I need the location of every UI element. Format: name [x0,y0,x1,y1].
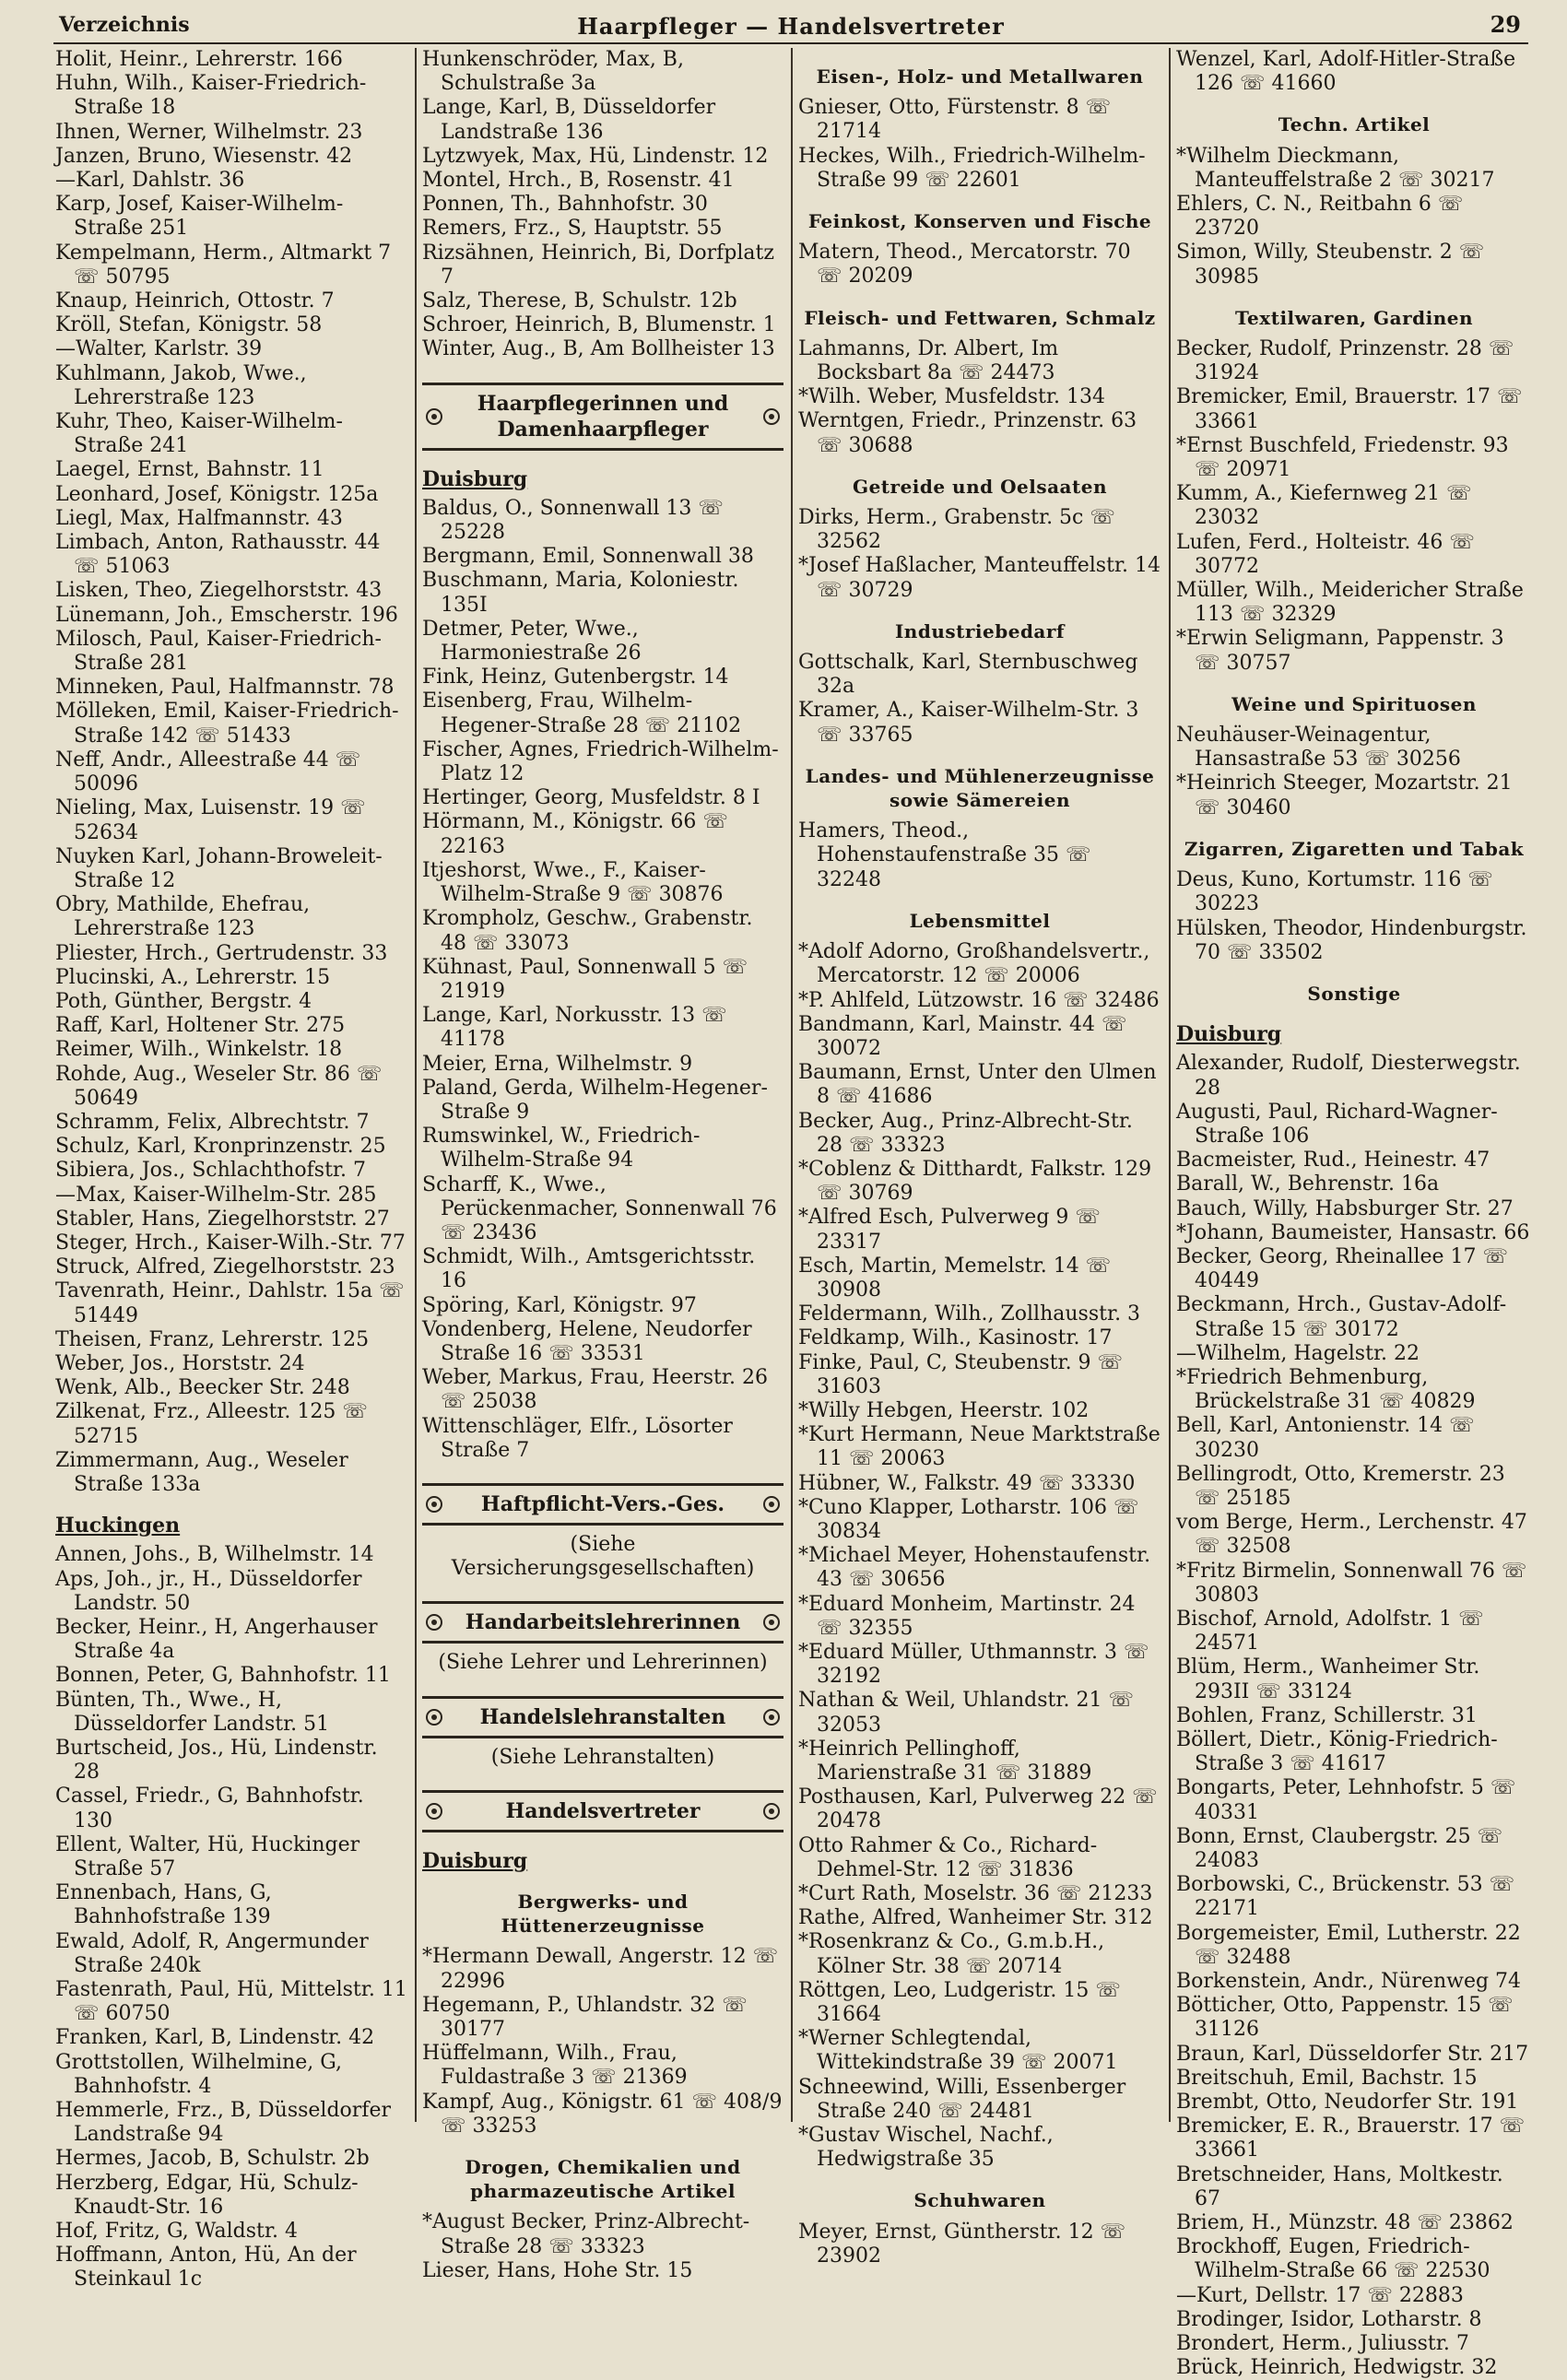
directory-entry: —Wilhelm, Hagelstr. 22 [1176,1341,1420,1365]
running-head-center: Haarpfleger — Handelsvertreter [577,13,1005,40]
directory-entry: Blüm, Herm., Wanheimer Str. 293II ☏ 33124 [1176,1655,1480,1703]
directory-entry: Schulz, Karl, Kronprinzenstr. 25 [55,1135,386,1159]
directory-entry: Minneken, Paul, Halfmannstr. 78 [55,676,395,700]
directory-entry: *Ernst Buschfeld, Friedenstr. 93 ☏ 20971 [1176,433,1509,482]
directory-entry: Ennenbach, Hans, G, Bahnhofstraße 139 [55,1881,272,1929]
directory-entry: Hülsken, Theodor, Hindenburgstr. 70 ☏ 33502 [1176,916,1527,964]
directory-entry: *Johann, Baumeister, Hansastr. 66 [1176,1220,1530,1244]
directory-entry: Hübner, W., Falkstr. 49 ☏ 33330 [798,1471,1136,1495]
directory-entry: Kempelmann, Herm., Altmarkt 7 ☏ 50795 [55,241,392,289]
cross-reference-note: (Siehe Lehranstalten) [490,1745,715,1769]
directory-entry: Rathe, Alfred, Wanheimer Str. 312 [798,1906,1153,1930]
directory-entry: Augusti, Paul, Richard-Wagner-Straße 106 [1176,1100,1498,1148]
directory-entry: Hof, Fritz, G, Waldstr. 4 [55,2220,298,2244]
directory-entry: *Kurt Hermann, Neue Marktstraße 11 ☏ 20063 [798,1423,1161,1471]
directory-entry: Bell, Karl, Antonienstr. 14 ☏ 30230 [1176,1414,1475,1462]
directory-entry: Hunkenschröder, Max, B, Schulstraße 3a [422,48,684,96]
category-heading: Zigarren, Zigaretten und Tabak [1184,837,1525,860]
directory-entry: Krompholz, Geschw., Grabenstr. 48 ☏ 33073 [422,907,753,955]
directory-entry: Steger, Hrch., Kaiser-Wilh.-Str. 77 [55,1231,406,1255]
directory-entry: Paland, Gerda, Wilhelm-Hegener-Straße 9 [422,1076,768,1124]
section-heading [422,1601,784,1644]
directory-entry: *Rosenkranz & Co., G.m.b.H., Kölner Str. 38 ☏ 20714 [798,1930,1105,1978]
directory-entry: Hermes, Jacob, B, Schulstr. 2b [55,2147,370,2171]
directory-entry: Finke, Paul, C, Steubenstr. 9 ☏ 31603 [798,1350,1124,1398]
directory-entry: Neff, Andr., Alleestraße 44 ☏ 50096 [55,748,361,796]
directory-entry: Weber, Markus, Frau, Heerstr. 26 ☏ 25038 [422,1366,768,1414]
directory-entry: Fischer, Agnes, Friedrich-Wilhelm-Platz 12 [422,737,779,786]
column-3 [798,48,1161,2268]
section-heading-label: Haftpflicht-Vers.-Ges. [480,1491,725,1516]
directory-entry: *Alfred Esch, Pulverweg 9 ☏ 23317 [798,1206,1101,1254]
page-number: 29 [1490,11,1521,38]
directory-entry: —Walter, Karlstr. 39 [55,337,263,361]
directory-entry: Esch, Martin, Memelstr. 14 ☏ 30908 [798,1254,1112,1302]
directory-entry: *Wilhelm Dieckmann, Manteuffelstraße 2 ☏ 30217 [1176,144,1495,192]
category-heading: Feinkost, Konserven und Fische [807,210,1152,233]
directory-entry: Lange, Karl, B, Düsseldorfer Landstraße 136 [422,96,716,144]
directory-entry: Hamers, Theod., Hohenstaufenstraße 35 ☏ 32248 [798,819,1091,891]
page-header [53,9,1528,44]
directory-entry: *Josef Haßlacher, Manteuffelstr. 14 ☏ 30729 [798,554,1161,602]
directory-entry: Struck, Alfred, Ziegelhorststr. 23 [55,1255,395,1279]
directory-entry: Schneewind, Willi, Essenberger Straße 240 ☏ 24481 [798,2075,1126,2123]
directory-entry: Otto Rahmer & Co., Richard-Dehmel-Str. 12 ☏ 31836 [798,1833,1098,1881]
section-heading-label: Haarpflegerinnen und Damenhaarpfleger [477,391,729,442]
directory-entry: Eisenberg, Frau, Wilhelm-Hegener-Straße 28 ☏ 21102 [422,689,742,737]
bullet-ring-icon [426,408,442,425]
directory-entry: Ihnen, Werner, Wilhelmstr. 23 [55,120,363,144]
directory-entry: *P. Ahlfeld, Lützowstr. 16 ☏ 32486 [798,988,1160,1012]
directory-entry: Fastenrath, Paul, Hü, Mittelstr. 11 ☏ 60750 [55,1978,407,2026]
directory-entry: Kampf, Aug., Königstr. 61 ☏ 408/9 ☏ 33253 [422,2090,783,2138]
directory-entry: vom Berge, Herm., Lerchenstr. 47 ☏ 32508 [1176,1511,1527,1559]
directory-entry: Burtscheid, Jos., Hü, Lindenstr. 28 [55,1737,378,1785]
directory-entry: Werntgen, Friedr., Prinzenstr. 63 ☏ 30688 [798,409,1137,457]
directory-entry: *Michael Meyer, Hohenstaufenstr. 43 ☏ 30656 [798,1544,1151,1592]
directory-entry: —Max, Kaiser-Wilhelm-Str. 285 [55,1183,377,1207]
section-heading-label: Handelslehranstalten [479,1704,726,1729]
directory-entry: Holit, Heinr., Lehrerstr. 166 [55,48,343,71]
bullet-ring-icon [763,1614,780,1631]
directory-entry: Becker, Georg, Rheinallee 17 ☏ 40449 [1176,1244,1509,1293]
bullet-ring-icon [426,1496,442,1513]
directory-entry: Bünten, Th., Wwe., H, Düsseldorfer Landstr. 51 [55,1688,330,1736]
column-rule [1169,48,1171,2122]
directory-entry: Braun, Karl, Düsseldorfer Str. 217 [1176,2042,1529,2066]
directory-entry: Alexander, Rudolf, Diesterwegstr. 28 [1176,1052,1521,1100]
directory-entry: Feldermann, Wilh., Zollhausstr. 3 [798,1302,1141,1326]
directory-entry: Bischof, Arnold, Adolfstr. 1 ☏ 24571 [1176,1607,1484,1655]
bullet-ring-icon [763,1803,780,1820]
directory-entry: Beckmann, Hrch., Gustav-Adolf-Straße 15 ☏ 30172 [1176,1293,1507,1341]
directory-entry: Poth, Günther, Bergstr. 4 [55,989,312,1013]
directory-entry: Lünemann, Joh., Emscherstr. 196 [55,603,398,627]
directory-entry: Detmer, Peter, Wwe., Harmoniestraße 26 [422,617,642,666]
directory-entry: Lange, Karl, Norkusstr. 13 ☏ 41178 [422,1004,727,1052]
directory-entry: Grottstollen, Wilhelmine, G, Bahnhofstr. 4 [55,2050,343,2098]
town-heading: Duisburg [422,466,528,491]
directory-entry: Brondert, Herm., Juliusstr. 7 [1176,2332,1469,2356]
category-heading: Drogen, Chemikalien und pharmazeutische Artikel [465,2156,741,2203]
directory-entry: *Eduard Müller, Uthmannstr. 3 ☏ 32192 [798,1640,1149,1689]
directory-entry: Meier, Erna, Wilhelmstr. 9 [422,1052,693,1076]
directory-entry: *Fritz Birmelin, Sonnenwall 76 ☏ 30803 [1176,1559,1527,1607]
directory-entry: Borkenstein, Andr., Nürenweg 74 [1176,1970,1522,1994]
directory-entry: Weber, Jos., Horststr. 24 [55,1351,305,1375]
directory-entry: Lahmanns, Dr. Albert, Im Bocksbart 8a ☏ 24473 [798,336,1059,385]
category-heading: Getreide und Oelsaaten [852,475,1108,498]
directory-entry: Schmidt, Wilh., Amtsgerichtsstr. 16 [422,1245,756,1293]
directory-entry: Sibiera, Jos., Schlachthofstr. 7 [55,1159,367,1183]
directory-entry: Montel, Hrch., B, Rosenstr. 41 [422,169,735,193]
directory-entry: Nuyken Karl, Johann-Broweleit-Straße 12 [55,844,383,892]
directory-entry: *Hermann Dewall, Angerstr. 12 ☏ 22996 [422,1945,779,1993]
section-heading [422,1790,784,1832]
column-1 [55,48,407,2292]
directory-entry: Hegemann, P., Uhlandstr. 32 ☏ 30177 [422,1993,748,2041]
directory-entry: Böllert, Dietr., König-Friedrich-Straße 3 ☏ 41617 [1176,1728,1498,1776]
directory-entry: Bretschneider, Hans, Moltkestr. 67 [1176,2162,1503,2210]
section-heading [422,1483,784,1526]
bullet-ring-icon [426,1803,442,1820]
directory-entry: Brück, Heinrich, Hedwigstr. 32 [1176,2356,1498,2380]
directory-entry: Janzen, Bruno, Wiesenstr. 42 [55,144,353,168]
directory-entry: *Gustav Wischel, Nachf., Hedwigstraße 35 [798,2124,1054,2172]
directory-entry: Borbowski, C., Brückenstr. 53 ☏ 22171 [1176,1873,1515,1921]
directory-entry: Rizsähnen, Heinrich, Bi, Dorfplatz 7 [422,241,774,289]
directory-entry: Tavenrath, Heinr., Dahlstr. 15a ☏ 51449 [55,1279,405,1327]
directory-entry: Brodinger, Isidor, Lotharstr. 8 [1176,2307,1482,2331]
directory-entry: Karp, Josef, Kaiser-Wilhelm-Straße 251 [55,193,344,241]
directory-entry: Reimer, Wilh., Winkelstr. 18 [55,1038,343,1062]
directory-entry: Gottschalk, Karl, Sternbuschweg 32a [798,651,1138,699]
bullet-ring-icon [763,1709,780,1726]
section-heading-label: Handarbeitslehrerinnen [465,1610,741,1635]
directory-entry: *Eduard Monheim, Martinstr. 24 ☏ 32355 [798,1592,1136,1640]
category-heading: Techn. Artikel [1278,113,1431,136]
column-rule [415,48,417,2122]
directory-entry: Bötticher, Otto, Pappenstr. 15 ☏ 31126 [1176,1994,1514,2042]
directory-entry: Bongarts, Peter, Lehnhofstr. 5 ☏ 40331 [1176,1776,1516,1824]
directory-entry: Bremicker, E. R., Brauerstr. 17 ☏ 33661 [1176,2115,1526,2162]
category-heading: Schuhwaren [913,2189,1046,2212]
column-2 [422,48,784,2282]
directory-entry: Kröll, Stefan, Königstr. 58 [55,313,323,337]
directory-entry: Itjeshorst, Wwe., F., Kaiser-Wilhelm-Straße 9 ☏ 30876 [422,858,724,907]
directory-entry: Aps, Joh., jr., H., Düsseldorfer Landstr. 50 [55,1567,362,1615]
directory-entry: *Cuno Klapper, Lotharstr. 106 ☏ 30834 [798,1495,1139,1543]
town-heading: Duisburg [1176,1022,1282,1047]
directory-entry: Nieling, Max, Luisenstr. 19 ☏ 52634 [55,796,366,844]
column-4 [1176,48,1532,2380]
cross-reference-note: (Siehe Lehrer und Lehrerinnen) [438,1651,768,1675]
town-heading: Huckingen [55,1514,181,1538]
category-heading: Bergwerks- und Hüttenerzeugnisse [501,1890,705,1938]
directory-entry: Ehlers, C. N., Reitbahn 6 ☏ 23720 [1176,193,1464,241]
directory-entry: Barall, W., Behrenstr. 16a [1176,1172,1440,1196]
directory-entry: Wittenschläger, Elfr., Lösorter Straße 7 [422,1414,733,1462]
directory-entry: Stabler, Hans, Ziegelhorststr. 27 [55,1207,390,1231]
directory-entry: Spöring, Karl, Königstr. 97 [422,1293,697,1317]
bullet-ring-icon [426,1709,442,1726]
directory-entry: Pliester, Hrch., Gertrudenstr. 33 [55,941,388,965]
directory-entry: Heckes, Wilh., Friedrich-Wilhelm-Straße 99 ☏ 22601 [798,144,1146,192]
directory-entry: Brembt, Otto, Neudorfer Str. 191 [1176,2091,1519,2115]
directory-entry: Kumm, A., Kiefernweg 21 ☏ 23032 [1176,482,1472,530]
directory-entry: —Karl, Dahlstr. 36 [55,169,245,193]
directory-entry: Becker, Heinr., H, Angerhauser Straße 4a [55,1616,378,1664]
directory-entry: Lufen, Ferd., Holteistr. 46 ☏ 30772 [1176,530,1475,578]
directory-entry: Ellent, Walter, Hü, Huckinger Straße 57 [55,1832,360,1881]
directory-entry: Hertinger, Georg, Musfeldstr. 8 I [422,786,760,810]
directory-entry: Rumswinkel, W., Friedrich-Wilhelm-Straße 94 [422,1125,701,1172]
directory-entry: Meyer, Ernst, Güntherstr. 12 ☏ 23902 [798,2220,1126,2268]
directory-entry: Limbach, Anton, Rathausstr. 44 ☏ 51063 [55,531,381,579]
category-heading: Eisen-, Holz- und Metallwaren [816,65,1144,88]
category-heading: Weine und Spirituosen [1231,692,1477,715]
directory-entry: Matern, Theod., Mercatorstr. 70 ☏ 20209 [798,241,1131,289]
directory-entry: Breitschuh, Emil, Bachstr. 15 [1176,2066,1478,2090]
directory-entry: Remers, Frz., S, Hauptstr. 55 [422,217,723,241]
directory-entry: *August Becker, Prinz-Albrecht-Straße 28 ☏ 33323 [422,2210,750,2258]
directory-entry: Schramm, Felix, Albrechtstr. 7 [55,1110,370,1134]
directory-entry: Ponnen, Th., Bahnhofstr. 30 [422,193,708,217]
directory-entry: Wenk, Alb., Beecker Str. 248 [55,1376,350,1400]
directory-entry: Posthausen, Karl, Pulverweg 22 ☏ 20478 [798,1785,1158,1833]
directory-entry: Obry, Mathilde, Ehefrau, Lehrerstraße 123 [55,893,311,941]
directory-entry: Schroer, Heinrich, B, Blumenstr. 1 [422,313,776,337]
directory-entry: Bergmann, Emil, Sonnenwall 38 [422,545,754,569]
directory-entry: Fink, Heinz, Gutenbergstr. 14 [422,666,729,689]
directory-entry: Brockhoff, Eugen, Friedrich-Wilhelm-Straße 66 ☏ 22530 [1176,2235,1490,2283]
directory-entry: Salz, Therese, B, Schulstr. 12b [422,289,737,313]
directory-entry: Becker, Aug., Prinz-Albrecht-Str. 28 ☏ 33323 [798,1109,1133,1157]
directory-entry: *Curt Rath, Moselstr. 36 ☏ 21233 [798,1882,1153,1906]
directory-entry: Wenzel, Karl, Adolf-Hitler-Straße 126 ☏ 41660 [1176,48,1516,96]
running-head-left: Verzeichnis [59,13,190,37]
section-heading [422,1696,784,1738]
directory-entry: Borgemeister, Emil, Lutherstr. 22 ☏ 32488 [1176,1921,1521,1969]
town-heading: Duisburg [422,1848,528,1873]
directory-entry: *Werner Schlegtendal, Wittekindstraße 39 ☏ 20071 [798,2027,1118,2075]
bullet-ring-icon [763,1496,780,1513]
directory-entry: Feldkamp, Wilh., Kasinostr. 17 [798,1326,1113,1350]
directory-entry: Mölleken, Emil, Kaiser-Friedrich-Straße 142 ☏ 51433 [55,700,399,748]
category-heading: Industriebedarf [894,619,1066,642]
directory-entry: —Kurt, Dellstr. 17 ☏ 22883 [1176,2283,1464,2307]
section-heading [422,383,784,451]
directory-entry: Briem, H., Münzstr. 48 ☏ 23862 [1176,2211,1514,2235]
directory-entry: Liegl, Max, Halfmannstr. 43 [55,506,343,530]
directory-entry: Bonn, Ernst, Claubergstr. 25 ☏ 24083 [1176,1824,1503,1873]
directory-entry: Kuhlmann, Jakob, Wwe., Lehrerstraße 123 [55,361,307,409]
directory-entry: Theisen, Franz, Lehrerstr. 125 [55,1327,370,1351]
directory-entry: Bonnen, Peter, G, Bahnhofstr. 11 [55,1664,391,1688]
directory-entry: Müller, Wilh., Meidericher Straße 113 ☏ 32329 [1176,579,1524,627]
directory-entry: Bremicker, Emil, Brauerstr. 17 ☏ 33661 [1176,385,1523,433]
directory-entry: Zilkenat, Frz., Alleestr. 125 ☏ 52715 [55,1400,368,1448]
directory-entry: Lytzwyek, Max, Hü, Lindenstr. 12 [422,144,769,168]
directory-entry: Bellingrodt, Otto, Kremerstr. 23 ☏ 25185 [1176,1462,1505,1510]
directory-entry: Bauch, Willy, Habsburger Str. 27 [1176,1196,1514,1220]
directory-entry: Laegel, Ernst, Bahnstr. 11 [55,458,324,482]
directory-entry: Kuhr, Theo, Kaiser-Wilhelm-Straße 241 [55,410,343,458]
directory-entry: Hoffmann, Anton, Hü, An der Steinkaul 1c [55,2244,357,2292]
directory-entry: Becker, Rudolf, Prinzenstr. 28 ☏ 31924 [1176,337,1514,385]
directory-entry: Raff, Karl, Holtener Str. 275 [55,1014,346,1038]
directory-entry: Rohde, Aug., Weseler Str. 86 ☏ 50649 [55,1062,383,1110]
directory-entry: Nathan & Weil, Uhlandstr. 21 ☏ 32053 [798,1689,1134,1737]
directory-entry: Lisken, Theo, Ziegelhorststr. 43 [55,579,383,603]
directory-entry: Herzberg, Edgar, Hü, Schulz-Knaudt-Str. 16 [55,2171,359,2219]
directory-entry: Gnieser, Otto, Fürstenstr. 8 ☏ 21714 [798,96,1112,144]
directory-entry: Hemmerle, Frz., B, Düsseldorfer Landstraße 94 [55,2099,391,2147]
category-heading: Lebensmittel [909,909,1051,932]
directory-entry: Simon, Willy, Steubenstr. 2 ☏ 30985 [1176,241,1485,289]
directory-entry: Annen, Johs., B, Wilhelmstr. 14 [55,1543,374,1567]
directory-entry: Plucinski, A., Lehrerstr. 15 [55,965,331,989]
directory-entry: *Willy Hebgen, Heerstr. 102 [798,1398,1090,1422]
directory-entry: Neuhäuser-Weinagentur, Hansastraße 53 ☏ 30256 [1176,724,1461,772]
section-heading-label: Handelsvertreter [505,1798,701,1823]
bullet-ring-icon [763,408,780,425]
directory-entry: *Adolf Adorno, Großhandelsvertr., Mercatorstr. 12 ☏ 20006 [798,940,1150,988]
directory-entry: Scharff, K., Wwe., Perückenmacher, Sonnenwall 76 ☏ 23436 [422,1172,777,1244]
directory-entry: Deus, Kuno, Kortumstr. 116 ☏ 30223 [1176,868,1493,916]
category-heading: Fleisch- und Fettwaren, Schmalz [804,306,1156,329]
directory-entry: Hüffelmann, Wilh., Frau, Fuldastraße 3 ☏ 21369 [422,2042,688,2090]
directory-entry: Dirks, Herm., Grabenstr. 5c ☏ 32562 [798,506,1115,554]
directory-entry: Baumann, Ernst, Unter den Ulmen 8 ☏ 41686 [798,1061,1157,1109]
directory-entry: Röttgen, Leo, Ludgeristr. 15 ☏ 31664 [798,1978,1121,2027]
directory-entry: Milosch, Paul, Kaiser-Friedrich-Straße 281 [55,627,382,676]
directory-entry: Cassel, Friedr., G, Bahnhofstr. 130 [55,1785,364,1832]
directory-entry: Ewald, Adolf, R, Angermunder Straße 240k [55,1929,369,1977]
directory-entry: Hörmann, M., Königstr. 66 ☏ 22163 [422,810,728,858]
directory-entry: *Heinrich Steeger, Mozartstr. 21 ☏ 30460 [1176,772,1513,819]
directory-entry: Vondenberg, Helene, Neudorfer Straße 16 ☏ 33531 [422,1317,752,1365]
directory-entry: Franken, Karl, B, Lindenstr. 42 [55,2026,375,2050]
directory-entry: Bacmeister, Rud., Heinestr. 47 [1176,1149,1490,1172]
directory-entry: Huhn, Wilh., Kaiser-Friedrich-Straße 18 [55,72,367,120]
directory-entry: Bandmann, Karl, Mainstr. 44 ☏ 30072 [798,1012,1127,1060]
directory-entry: Kühnast, Paul, Sonnenwall 5 ☏ 21919 [422,955,748,1003]
directory-entry: Zimmermann, Aug., Weseler Straße 133a [55,1448,348,1496]
directory-entry: *Coblenz & Ditthardt, Falkstr. 129 ☏ 30769 [798,1157,1152,1206]
directory-entry: *Erwin Seligmann, Pappenstr. 3 ☏ 30757 [1176,627,1504,675]
directory-entry: *Wilh. Weber, Musfeldstr. 134 [798,385,1105,409]
category-heading: Textilwaren, Gardinen [1234,306,1474,329]
category-heading: Landes- und Mühlenerzeugnisse sowie Sämereien [805,764,1155,812]
directory-entry: Winter, Aug., B, Am Bollheister 13 [422,337,775,361]
directory-entry: Lieser, Hans, Hohe Str. 15 [422,2258,693,2282]
directory-entry: *Friedrich Behmenburg, Brückelstraße 31 ☏ 40829 [1176,1365,1476,1414]
directory-entry: Leonhard, Josef, Königstr. 125a [55,482,379,506]
bullet-ring-icon [426,1614,442,1631]
cross-reference-note: (Siehe Versicherungsgesellschaften) [451,1532,755,1581]
category-heading: Sonstige [1307,982,1401,1005]
directory-entry: Kramer, A., Kaiser-Wilhelm-Str. 3 ☏ 33765 [798,699,1139,747]
directory-entry: Bohlen, Franz, Schillerstr. 31 [1176,1703,1478,1727]
directory-entry: Baldus, O., Sonnenwall 13 ☏ 25228 [422,496,724,545]
directory-entry: *Heinrich Pellinghoff, Marienstraße 31 ☏ 31889 [798,1737,1092,1785]
directory-entry: Buschmann, Maria, Koloniestr. 135I [422,569,739,617]
column-rule [791,48,793,2122]
directory-entry: Knaup, Heinrich, Ottostr. 7 [55,289,335,313]
